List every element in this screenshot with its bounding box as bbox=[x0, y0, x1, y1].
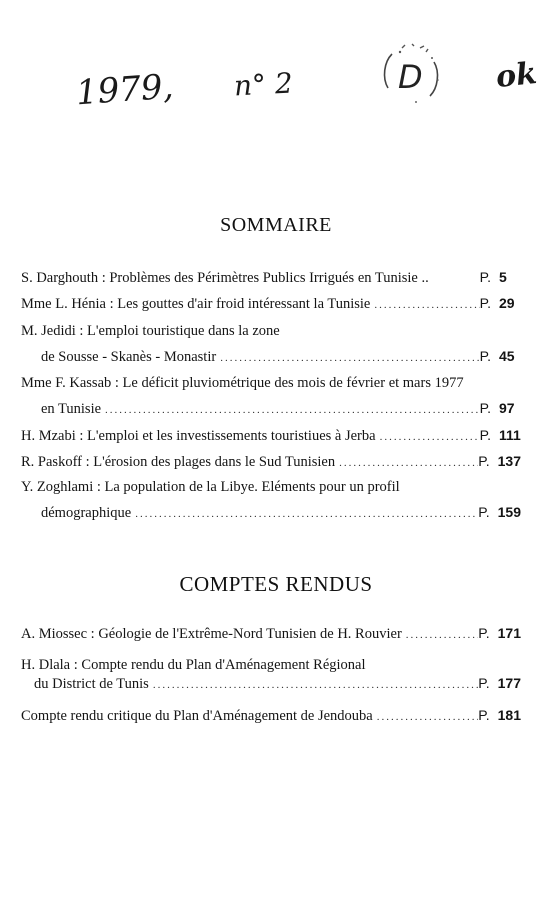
toc-entry bbox=[21, 478, 521, 521]
page-number: 181 bbox=[497, 707, 521, 723]
entry-text: A. Miossec : Géologie de l'Extrême-Nord Tunisien de H. Rouvier bbox=[21, 626, 402, 642]
sommaire-title: SOMMAIRE bbox=[220, 214, 332, 236]
handwritten-year: 1979, bbox=[74, 66, 175, 114]
entry-text: H. Mzabi : L'emploi et les investissements touristiues à Jerba bbox=[21, 428, 376, 444]
page-ref: P. 171 bbox=[478, 625, 521, 641]
page-number: 137 bbox=[497, 453, 521, 469]
review-entry bbox=[21, 624, 521, 642]
entry-text: M. Jedidi : L'emploi touristique dans la zone bbox=[21, 323, 280, 339]
page-number: 171 bbox=[497, 625, 521, 641]
entry-text-continued: du District de Tunis bbox=[34, 676, 149, 692]
page-number: 111 bbox=[499, 427, 521, 443]
page-number: 29 bbox=[499, 295, 515, 311]
entry-text: Mme F. Kassab : Le déficit pluviométrique des mois de février et mars 1977 bbox=[21, 375, 464, 391]
page-ref: P. 181 bbox=[478, 707, 521, 723]
toc-entry bbox=[21, 294, 521, 312]
toc-entry bbox=[21, 452, 521, 470]
page-ref: P. 29 bbox=[480, 294, 521, 312]
page-ref: P. 97 bbox=[480, 399, 521, 417]
page-ref: P. 159 bbox=[478, 504, 521, 520]
toc-entry bbox=[21, 322, 521, 365]
review-entry bbox=[21, 706, 521, 724]
toc-entry bbox=[21, 268, 521, 286]
page-number: 177 bbox=[497, 675, 521, 691]
entry-text: H. Dlala : Compte rendu du Plan d'Aménagement Régional bbox=[21, 657, 366, 673]
handwritten-ok-mark: ok bbox=[494, 55, 539, 96]
page-ref: P. 137 bbox=[478, 453, 521, 469]
page-ref: P. 111 bbox=[479, 427, 521, 443]
page-ref: P. 5 bbox=[480, 268, 521, 286]
page-number: 97 bbox=[499, 400, 515, 416]
entry-text-continued: de Sousse - Skanès - Monastir bbox=[41, 349, 217, 365]
toc-entry bbox=[21, 426, 521, 444]
page-number: 159 bbox=[497, 504, 521, 520]
toc-entry bbox=[21, 374, 521, 417]
entry-text: R. Paskoff : L'érosion des plages dans le Sud Tunisien bbox=[21, 454, 336, 470]
entry-text-continued: en Tunisie bbox=[41, 401, 102, 417]
page-ref: P. 177 bbox=[478, 675, 521, 691]
stamp-letter: D bbox=[398, 58, 423, 96]
entry-text: Compte rendu critique du Plan d'Aménagement de Jendouba bbox=[21, 708, 373, 724]
entry-text: S. Darghouth : Problèmes des Périmètres Publics Irrigués en Tunisie .. bbox=[21, 270, 429, 286]
entry-text: Mme L. Hénia : Les gouttes d'air froid intéressant la Tunisie bbox=[21, 296, 371, 312]
review-entry bbox=[21, 656, 521, 692]
page-number: 5 bbox=[499, 269, 507, 285]
entry-text: Y. Zoghlami : La population de la Libye. Eléments pour un profil bbox=[21, 479, 400, 495]
page-ref: P. 45 bbox=[480, 347, 521, 365]
page-number: 45 bbox=[499, 348, 515, 364]
entry-text-continued: démographique bbox=[41, 505, 132, 521]
comptes-rendus-title: COMPTES RENDUS bbox=[179, 572, 373, 596]
handwritten-issue-number: n° 2 bbox=[233, 66, 294, 103]
